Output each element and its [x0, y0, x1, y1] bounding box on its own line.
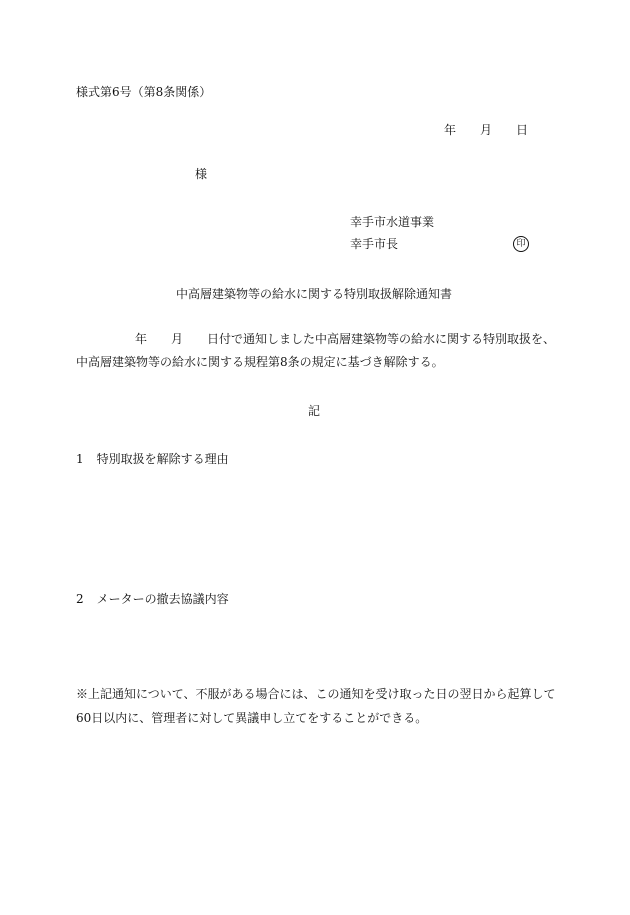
seal-mark: 印 — [513, 236, 529, 252]
section-2 — [76, 591, 229, 607]
section-1 — [76, 451, 229, 467]
ki-heading: 記 — [308, 404, 321, 418]
document-title: 中高層建築物等の給水に関する特別取扱解除通知書 — [176, 287, 453, 301]
body-month: 月 — [171, 332, 184, 346]
section-1-label: 特別取扱を解除する理由 — [96, 452, 229, 466]
body-line-1-rest: 日付で通知しました中高層建築物等の給水に関する特別取扱を、 — [207, 332, 556, 346]
form-label: 様式第6号（第8条関係） — [76, 85, 212, 99]
body-line-1 — [135, 331, 555, 347]
section-1-number: 1 — [76, 452, 84, 466]
date-month: 月 — [480, 123, 493, 137]
recipient-suffix: 様 — [195, 167, 208, 181]
note-line-2: 60日以内に、管理者に対して異議申し立てをすることができる。 — [76, 711, 428, 725]
date-year: 年 — [444, 123, 457, 137]
body-line-2: 中高層建築物等の給水に関する規程第8条の規定に基づき解除する。 — [76, 355, 444, 369]
date-day: 日 — [516, 123, 529, 137]
body-year: 年 — [135, 332, 148, 346]
issuer-org: 幸手市水道事業 — [350, 215, 435, 229]
note-line-1: ※上記通知について、不服がある場合には、この通知を受け取った日の翌日から起算して — [76, 687, 556, 701]
date-line — [444, 122, 528, 138]
issuer-title: 幸手市長 — [350, 237, 399, 251]
section-2-number: 2 — [76, 592, 84, 606]
section-2-label: メーターの撤去協議内容 — [96, 592, 229, 606]
